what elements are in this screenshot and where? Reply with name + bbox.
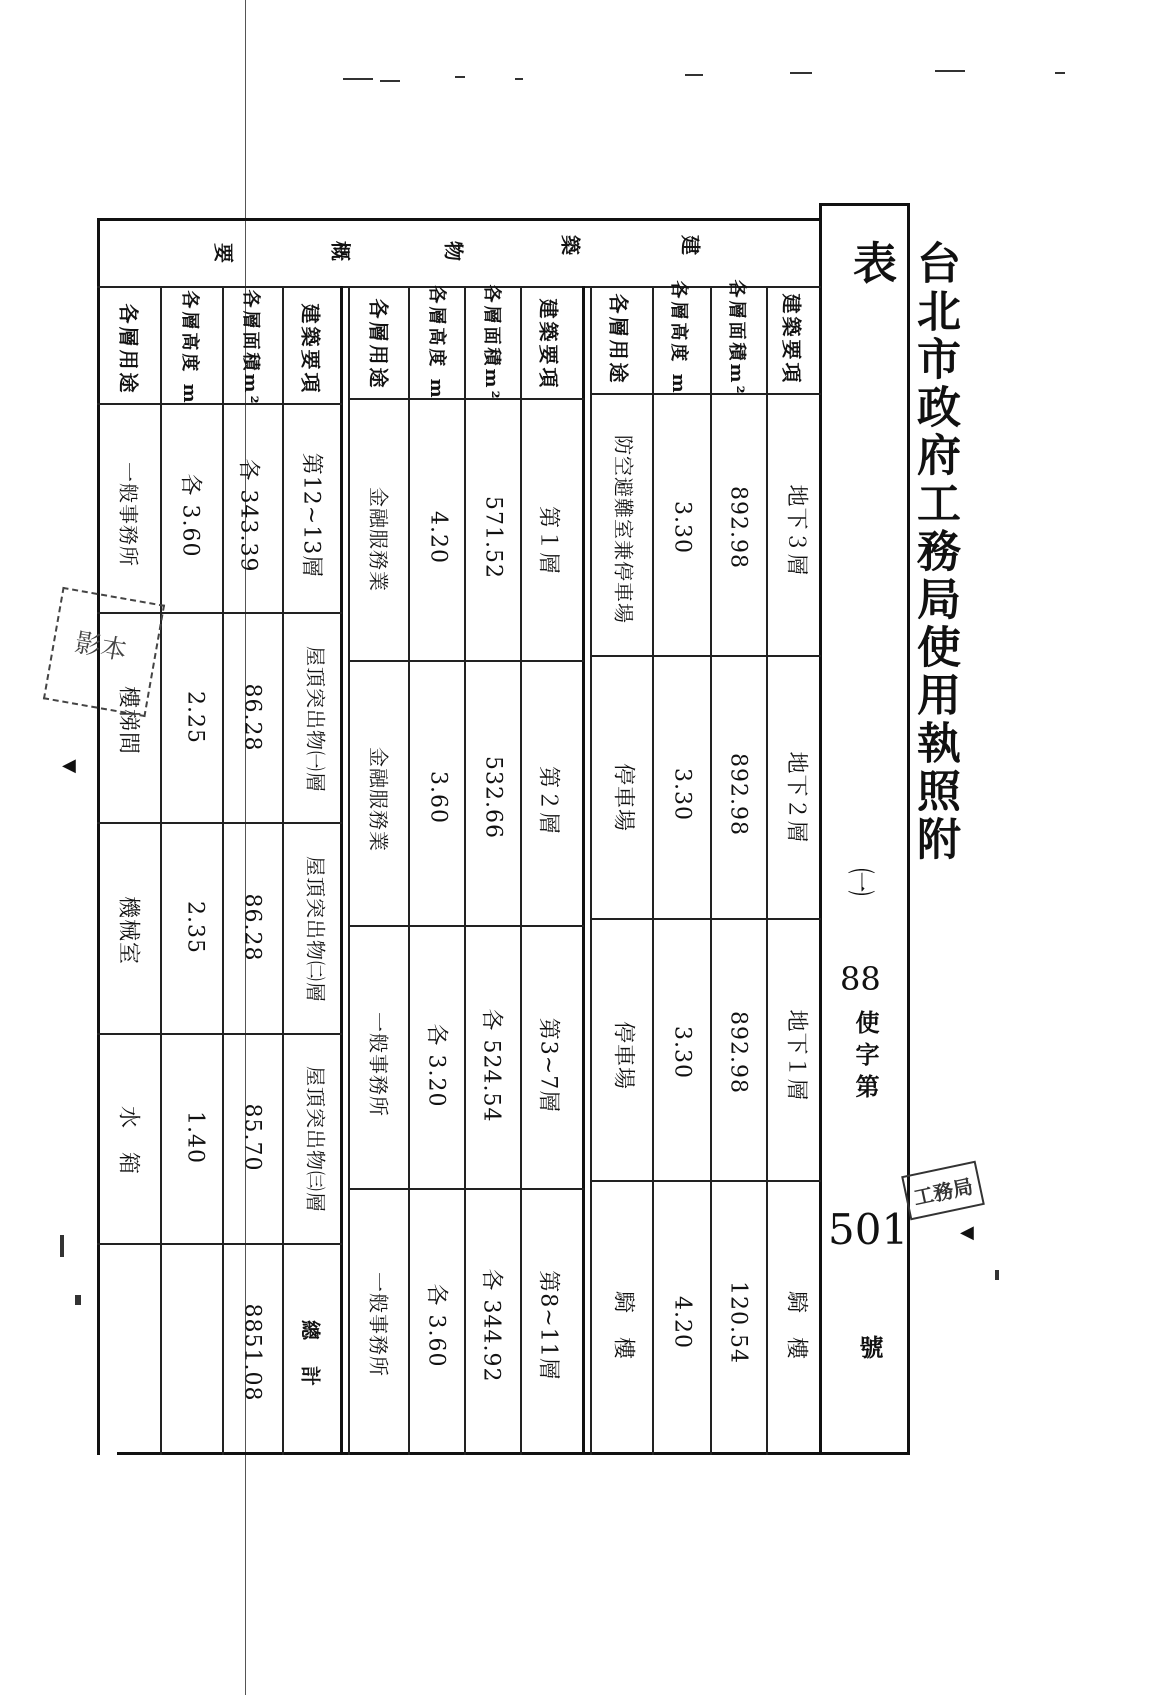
b1-label-area: 各層面積m² bbox=[726, 279, 747, 397]
permit-year: 88 bbox=[840, 960, 881, 998]
permit-number: 501 bbox=[828, 1205, 909, 1254]
b2-label-area: 各層面積m² bbox=[481, 284, 502, 402]
b2-label-item: 建築要項 bbox=[536, 298, 561, 391]
b3-c1-height: 各 3.60 bbox=[177, 473, 203, 558]
permit-suffix: 號 bbox=[855, 1335, 884, 1359]
b1-c1-area: 892.98 bbox=[725, 486, 751, 569]
b1-c2-item: 地下２層 bbox=[783, 751, 809, 844]
b2-label-use: 各層用途 bbox=[366, 298, 391, 391]
arrow-mark-left: ◀ bbox=[62, 755, 76, 776]
b1-label-use: 各層用途 bbox=[606, 293, 631, 386]
b1-c3-area: 892.98 bbox=[725, 1011, 751, 1094]
stamp-left bbox=[43, 587, 165, 717]
b1-c2-use: 停車場 bbox=[610, 762, 636, 832]
b2-c4-area: 各 344.92 bbox=[478, 1268, 504, 1383]
b1-label-height: 各層高度 m bbox=[668, 280, 689, 396]
b2-c4-height: 各 3.60 bbox=[423, 1283, 449, 1368]
b3-total-value: 8851.08 bbox=[239, 1303, 265, 1402]
b2-label-height: 各層高度 m bbox=[426, 285, 447, 401]
b1-c2-height: 3.30 bbox=[669, 768, 695, 821]
b1-c1-height: 3.30 bbox=[669, 501, 695, 554]
b1-c3-use: 停車場 bbox=[610, 1020, 636, 1090]
b1-c4-area: 120.54 bbox=[725, 1281, 751, 1364]
b2-c2-height: 3.60 bbox=[425, 771, 451, 824]
page-title: 台北市政府工務局使用執照附表 bbox=[845, 240, 960, 864]
permit-type: 使字第 bbox=[851, 1010, 880, 1106]
b3-c4-item: 屋頂突出物㈢層 bbox=[303, 1066, 328, 1213]
b3-c1-item: 第12~13層 bbox=[298, 452, 324, 579]
section-label-2: 築 bbox=[558, 235, 583, 258]
b2-c3-area: 各 524.54 bbox=[478, 1008, 504, 1123]
b2-c1-use: 金融服務業 bbox=[366, 487, 391, 592]
b1-c4-height: 4.20 bbox=[669, 1296, 695, 1349]
b2-c3-height: 各 3.20 bbox=[423, 1023, 449, 1108]
b1-c3-height: 3.30 bbox=[669, 1026, 695, 1079]
stamp-left-text: 影本 bbox=[72, 628, 129, 667]
section-label-3: 物 bbox=[441, 241, 466, 264]
table-top-border bbox=[97, 218, 821, 221]
b3-c3-item: 屋頂突出物㈡層 bbox=[303, 856, 328, 1003]
b3-c4-area: 85.70 bbox=[239, 1103, 265, 1172]
stamp-right: 工務局 bbox=[901, 1161, 985, 1221]
b2-c3-item: 第3~7層 bbox=[535, 1017, 561, 1114]
b3-c3-height: 2.35 bbox=[182, 901, 208, 954]
b3-label-area: 各層面積m² bbox=[240, 289, 261, 407]
b2-c1-height: 4.20 bbox=[425, 511, 451, 564]
b3-label-item: 建築要項 bbox=[298, 303, 323, 396]
b3-c4-height: 1.40 bbox=[182, 1111, 208, 1164]
b2-c1-area: 571.52 bbox=[480, 496, 506, 579]
b1-c4-item: 騎 樓 bbox=[783, 1290, 809, 1360]
b1-c1-item: 地下３層 bbox=[783, 484, 809, 577]
section-label-5: 要 bbox=[211, 243, 236, 266]
b2-c1-item: 第１層 bbox=[535, 505, 561, 575]
b2-c4-item: 第8~11層 bbox=[535, 1270, 561, 1381]
title-suffix: ㈠ bbox=[844, 867, 878, 897]
b2-c3-use: 一般事務所 bbox=[366, 1012, 391, 1117]
b1-c3-item: 地下１層 bbox=[783, 1009, 809, 1102]
b3-c1-use: 一般事務所 bbox=[116, 462, 141, 567]
b3-c3-use: 機械室 bbox=[115, 895, 141, 965]
b3-c4-use: 水 箱 bbox=[115, 1105, 141, 1175]
table-bottom-border bbox=[117, 1452, 910, 1455]
b3-label-height: 各層高度 m bbox=[179, 290, 200, 406]
b3-c2-use: 樓梯間 bbox=[115, 685, 141, 755]
b2-c4-use: 一般事務所 bbox=[366, 1272, 391, 1377]
b2-c2-item: 第２層 bbox=[535, 765, 561, 835]
b3-c2-area: 86.28 bbox=[239, 683, 265, 752]
b3-c3-area: 86.28 bbox=[239, 893, 265, 962]
section-label-4: 概 bbox=[328, 241, 353, 264]
b3-c2-height: 2.25 bbox=[182, 691, 208, 744]
b1-c2-area: 892.98 bbox=[725, 753, 751, 836]
b1-c1-use: 防空避難室兼停車場 bbox=[611, 435, 636, 624]
b3-c2-item: 屋頂突出物㈠層 bbox=[303, 646, 328, 793]
b3-c1-area: 各 343.39 bbox=[235, 458, 261, 573]
b2-c2-use: 金融服務業 bbox=[366, 747, 391, 852]
b1-c4-use: 騎 樓 bbox=[610, 1290, 636, 1360]
b3-total-label: 總 計 bbox=[298, 1320, 323, 1389]
b1-label-item: 建築要項 bbox=[779, 293, 804, 386]
arrow-mark-right: ◀ bbox=[960, 1222, 974, 1243]
b3-label-use: 各層用途 bbox=[116, 303, 141, 396]
b2-c2-area: 532.66 bbox=[480, 756, 506, 839]
section-label-1: 建 bbox=[678, 235, 703, 258]
